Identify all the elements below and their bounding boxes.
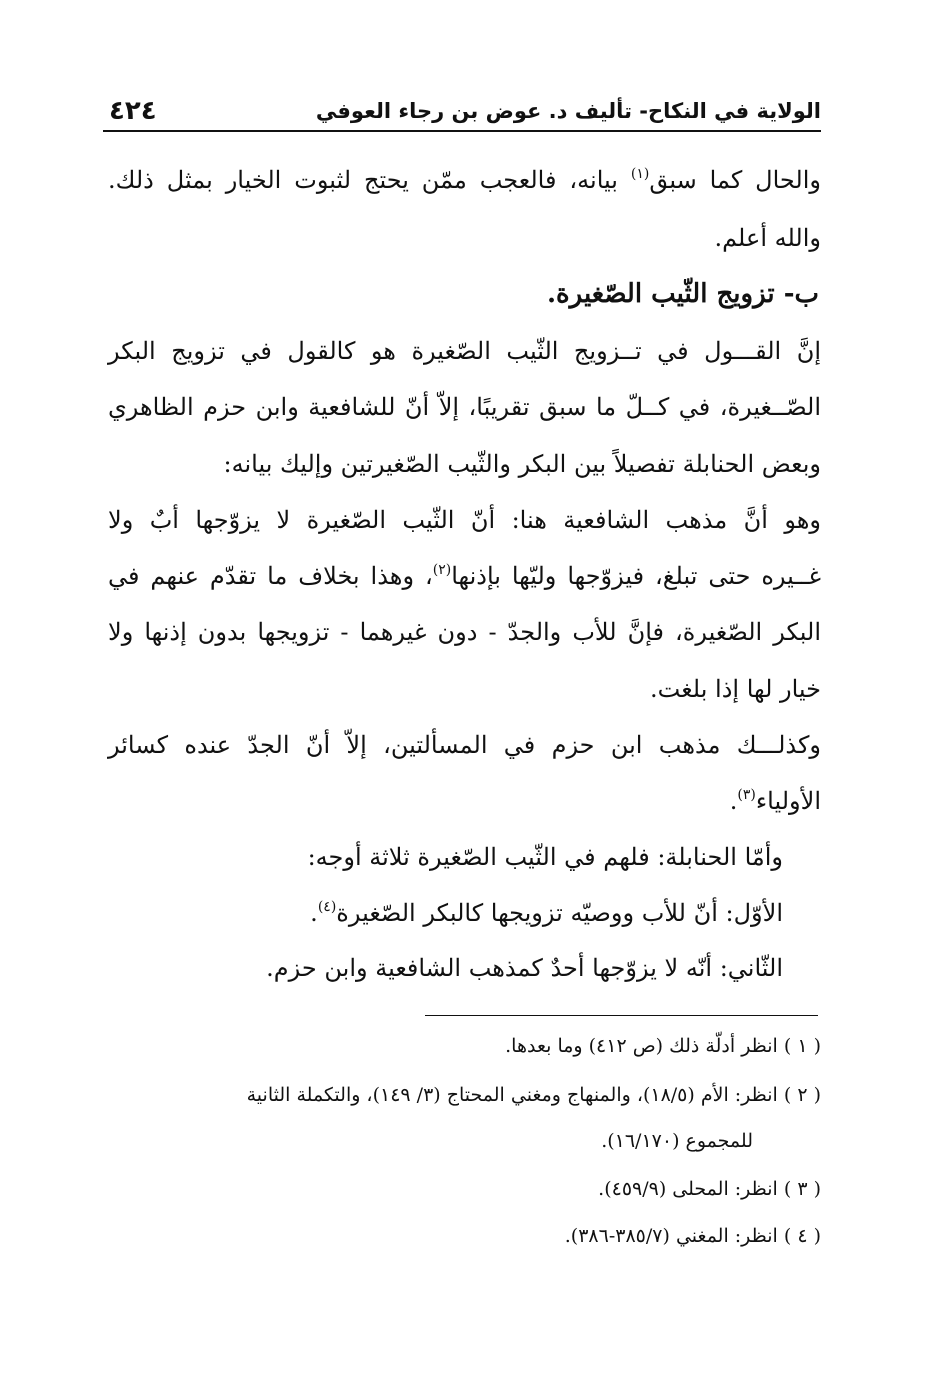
section-subheading: ب- تزويج الثّيب الصّغيرة. [546,279,819,309]
text-line: وبعض الحنابلة تفصيلاً بين البكر والثّيب الصّغيرتين وإليك بيانه: [223,450,821,478]
footnote-ref: (٣) [737,787,756,803]
text-span: . [729,787,738,815]
text-line [108,556,821,596]
header-title: الولاية في النكاح- تأليف د. عوض بن رجاء العوفي [315,99,821,123]
text-span: الأوّل: أنّ للأب ووصيّه تزويجها كالبكر الصّغيرة [336,899,783,927]
footnote [505,1031,821,1061]
text-span: والحال كما سبق [649,166,821,194]
footnote [247,1080,821,1110]
text-line: وأمّا الحنابلة: فلهم في الثّيب الصّغيرة ثلاثة أوجه: [307,843,783,871]
footnote-ref: (٢) [432,562,452,578]
text-span: غــيره حتى تبلغ، فيزوّجها وليّها بإذنها [451,562,822,590]
footnote-ref: (٤) [317,899,337,915]
footnote-ref: (١) [630,166,650,182]
page-number: ٤٢٤ [109,96,157,126]
text-line: خيار لها إذا بلغت. [650,675,821,703]
footnote-text: انظر: الأم (١٨/٥)، والمنهاج ومغني المحتاج (٣/ ١٤٩)، والتكملة الثانية [246,1084,778,1106]
footnote-continuation [601,1126,753,1156]
footnote-text: انظر أدلّة ذلك (ص ٤١٢) وما بعدها. [505,1035,778,1057]
footnote-number: ( ٤ ) [783,1225,821,1247]
text-span: بيانه، فالعجب ممّن يحتج لثبوت الخيار بمثل ذلك. [108,166,631,194]
footnote-number: ( ٢ ) [783,1084,821,1106]
running-header [103,96,821,132]
text-line: الصّــغيرة، في كــلّ ما سبق تقريبًا، إلاّ أنّ للشافعية وابن حزم الظاهري [108,393,821,421]
text-line: والله أعلم. [714,224,821,252]
text-line [730,781,821,821]
footnote [565,1221,821,1251]
text-line [310,893,783,933]
text-line: إنَّ القـــول في تــزويج الثّيب الصّغيرة هو كالقول في تزويج البكر [108,337,821,365]
text-line [108,160,821,200]
footnote [598,1174,821,1204]
footnote-text: انظر: المغني (٣٨٥/٧-٣٨٦). [564,1225,778,1247]
footnote-text: انظر: المحلى (٤٥٩/٩). [598,1178,778,1200]
footnote-text: للمجموع (١٦/١٧٠). [601,1130,753,1152]
text-line: وهو أنَّ مذهب الشافعية هنا: أنّ الثّيب الصّغيرة لا يزوّجها أبٌ ولا [108,506,821,534]
text-span: الأولياء [755,787,821,815]
footnote-number: ( ٣ ) [783,1178,821,1200]
text-line: البكر الصّغيرة، فإنَّ للأب والجدّ - دون غيرهما - تزويجها بدون إذنها ولا [108,618,821,646]
footnote-separator [425,1015,818,1016]
footnote-number: ( ١ ) [783,1035,821,1057]
text-line: وكذلـــك مذهب ابن حزم في المسألتين، إلاّ أنّ الجدّ عنده كسائر [108,731,822,759]
text-span: . [310,899,318,927]
text-line: الثّاني: أنّه لا يزوّجها أحدٌ كمذهب الشافعية وابن حزم. [266,954,783,982]
text-span: ، وهذا بخلاف ما تقدّم عنهم في [108,562,433,590]
